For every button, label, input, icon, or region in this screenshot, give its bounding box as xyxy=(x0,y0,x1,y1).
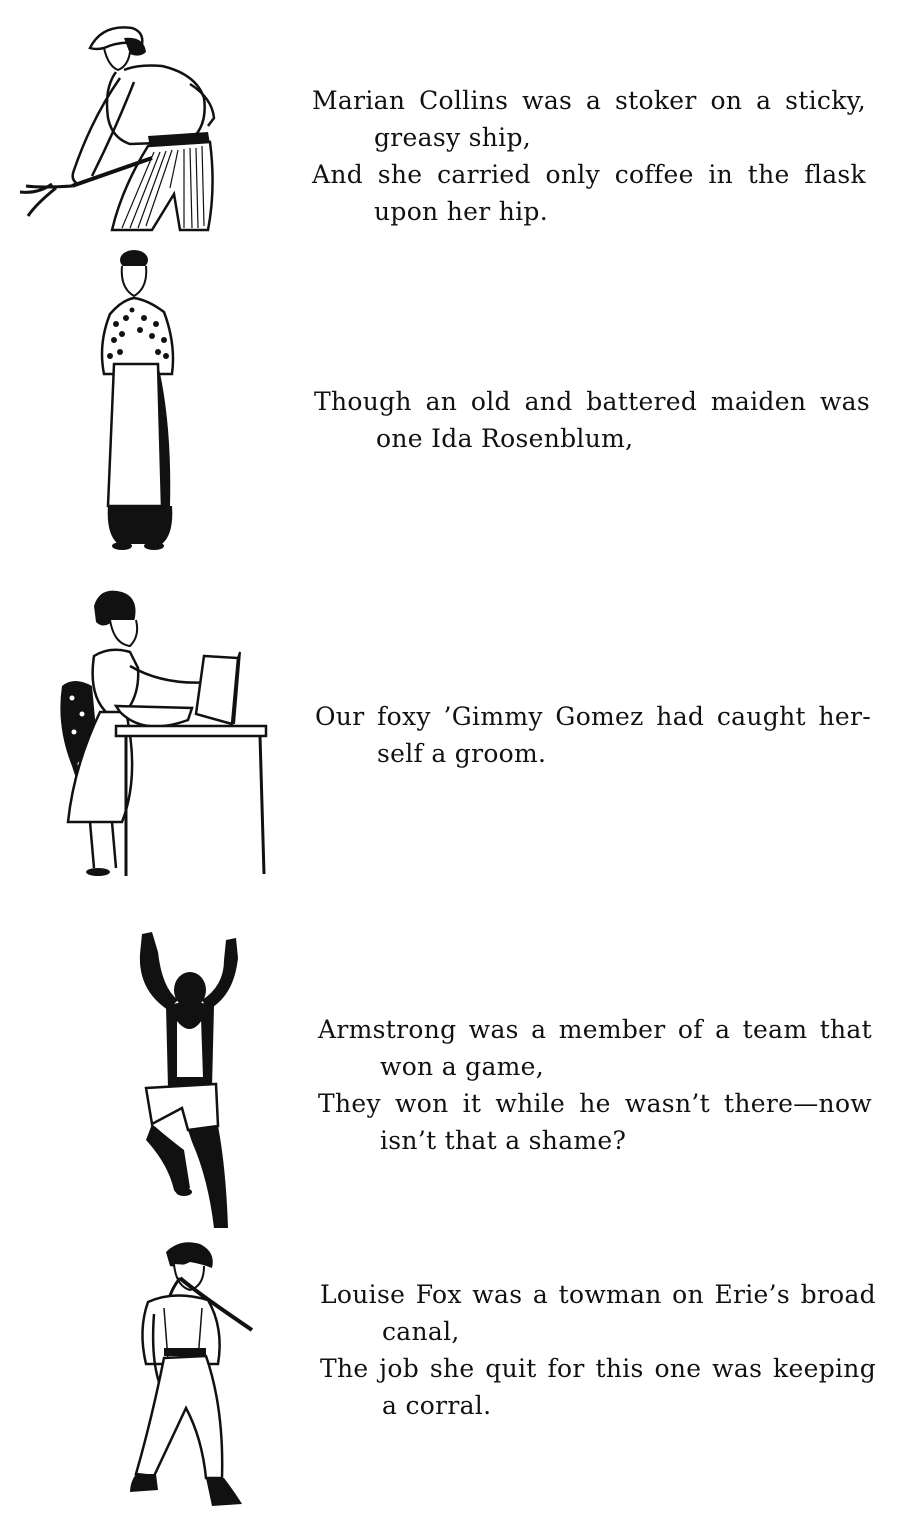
cook-illustration xyxy=(44,586,272,882)
verse-line: isn’t that a shame? xyxy=(380,1126,627,1155)
woman-reading-cookbook-icon xyxy=(44,586,272,882)
verse-line: Louise Fox was a towman on Erie’s broad xyxy=(320,1280,876,1309)
verse-line: self a groom. xyxy=(377,739,547,768)
verse-line: won a game, xyxy=(380,1052,545,1081)
verse-line: greasy ship, xyxy=(374,123,532,152)
verse-line: a corral. xyxy=(382,1391,492,1420)
verse-line: Marian Collins was a stoker on a sticky, xyxy=(312,86,866,115)
towman-illustration xyxy=(124,1238,260,1516)
verse-4 xyxy=(318,1011,872,1159)
verse-line: upon her hip. xyxy=(374,197,548,226)
maiden-in-apron-icon xyxy=(92,244,192,554)
verse-1 xyxy=(312,82,866,230)
towman-with-rope-icon xyxy=(124,1238,260,1516)
verse-line: The job she quit for this one was keeping xyxy=(320,1354,876,1383)
maiden-illustration xyxy=(92,244,192,554)
verse-5 xyxy=(320,1276,876,1424)
verse-line: canal, xyxy=(382,1317,460,1346)
athlete-silhouette-icon xyxy=(128,928,244,1234)
verse-line: Though an old and battered maiden was xyxy=(314,387,870,416)
verse-line: Our foxy ’Gimmy Gomez had caught her- xyxy=(315,702,871,731)
athlete-illustration xyxy=(128,928,244,1234)
verse-line: one Ida Rosenblum, xyxy=(376,424,634,453)
stoker-illustration xyxy=(12,18,222,236)
verse-line: And she carried only coffee in the flask xyxy=(312,160,866,189)
verse-3 xyxy=(315,698,871,772)
verse-2 xyxy=(314,383,870,457)
verse-line: Armstrong was a member of a team that xyxy=(318,1015,872,1044)
verse-line: They won it while he wasn’t there—now xyxy=(318,1089,872,1118)
stoker-with-shovel-icon xyxy=(12,18,222,236)
